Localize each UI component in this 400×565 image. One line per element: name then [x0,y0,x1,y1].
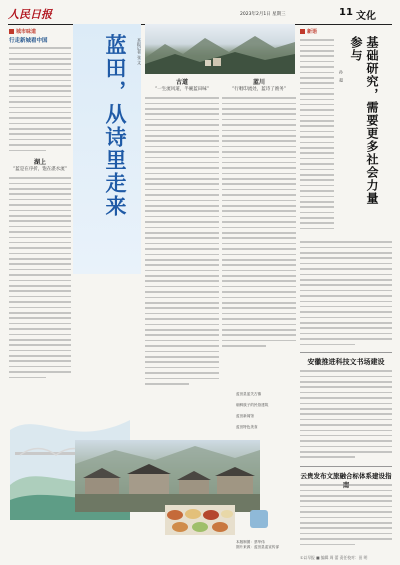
dishes-illustration [165,505,235,535]
caption-2: 朝鲜族子的民俗建筑 [236,403,269,407]
commentary-title: 基础研究，需要更多社会力量参与 [349,36,379,205]
photo-captions [236,392,296,430]
news-text-yungui [300,483,392,551]
divider-2 [300,466,392,467]
news-title-anhui: 安徽推进科技文书场建设 [307,357,385,366]
subhead-lake: 湖上 [33,159,46,166]
feature-title: 蓝田，从诗里走来 [103,34,128,218]
column-tag-left [9,28,36,35]
landscape-photo [145,24,295,74]
column-tag-label: 城市味道 [16,29,37,35]
column-tag-right [300,28,317,35]
left-body-text-1 [9,46,71,156]
commentary-text-1 [300,38,334,238]
caption-1: 蓝田县蓝关古镇 [236,392,262,396]
column-subtag: 行走新城看中国 [9,38,48,44]
masthead: 人民日报 [8,8,52,21]
subhead-quote-river: “行唱印流处，蓝诗了渔务” [231,87,287,92]
village-illustration [75,440,260,512]
middle-body-text-left [145,96,219,391]
village-photo [75,440,260,512]
subhead-quote-old-road: “一生流风道，半碗蓝田味” [154,87,210,92]
subhead-old-road: 古道 [175,79,188,86]
page-footer: ①以早报 ■ 编辑 周 蕾 责任校对：田 明 [300,555,368,560]
mountain-illustration [145,24,295,74]
commentary-text-2 [300,240,392,350]
section-name: 文化 [356,11,376,22]
left-body-text-2 [9,176,71,386]
commentary-byline: 孙 超 [339,70,344,82]
food-photo [165,505,235,535]
middle-body-text-right [222,96,296,366]
subhead-river: 蓝川 [252,79,265,86]
caption-3: 蓝田新闻馆 [236,414,254,418]
subhead-quote-lake: “蓝是在序折，饱在湛水流” [12,167,68,172]
tag-marker-icon [9,29,14,34]
news-title-yungui: 云贵发布文旅融合标体系建设指南 [300,472,392,489]
page-number: 11 [339,7,353,18]
qr-badge-icon [250,510,268,528]
photo-credit: 本版制图：蔡华伟 图片来源：蓝田县委宣传部 [236,540,280,549]
caption-4: 蓝田特色美食 [236,425,258,429]
column-tag-label: 新语 [307,29,318,35]
divider-1 [300,352,392,353]
feature-byline: 本报记者 张 文 [137,38,142,65]
tag-marker-icon [300,29,305,34]
page-header [8,6,392,22]
news-text-anhui [300,369,392,464]
issue-date: 2023年2月1日 星期三 [240,12,286,17]
